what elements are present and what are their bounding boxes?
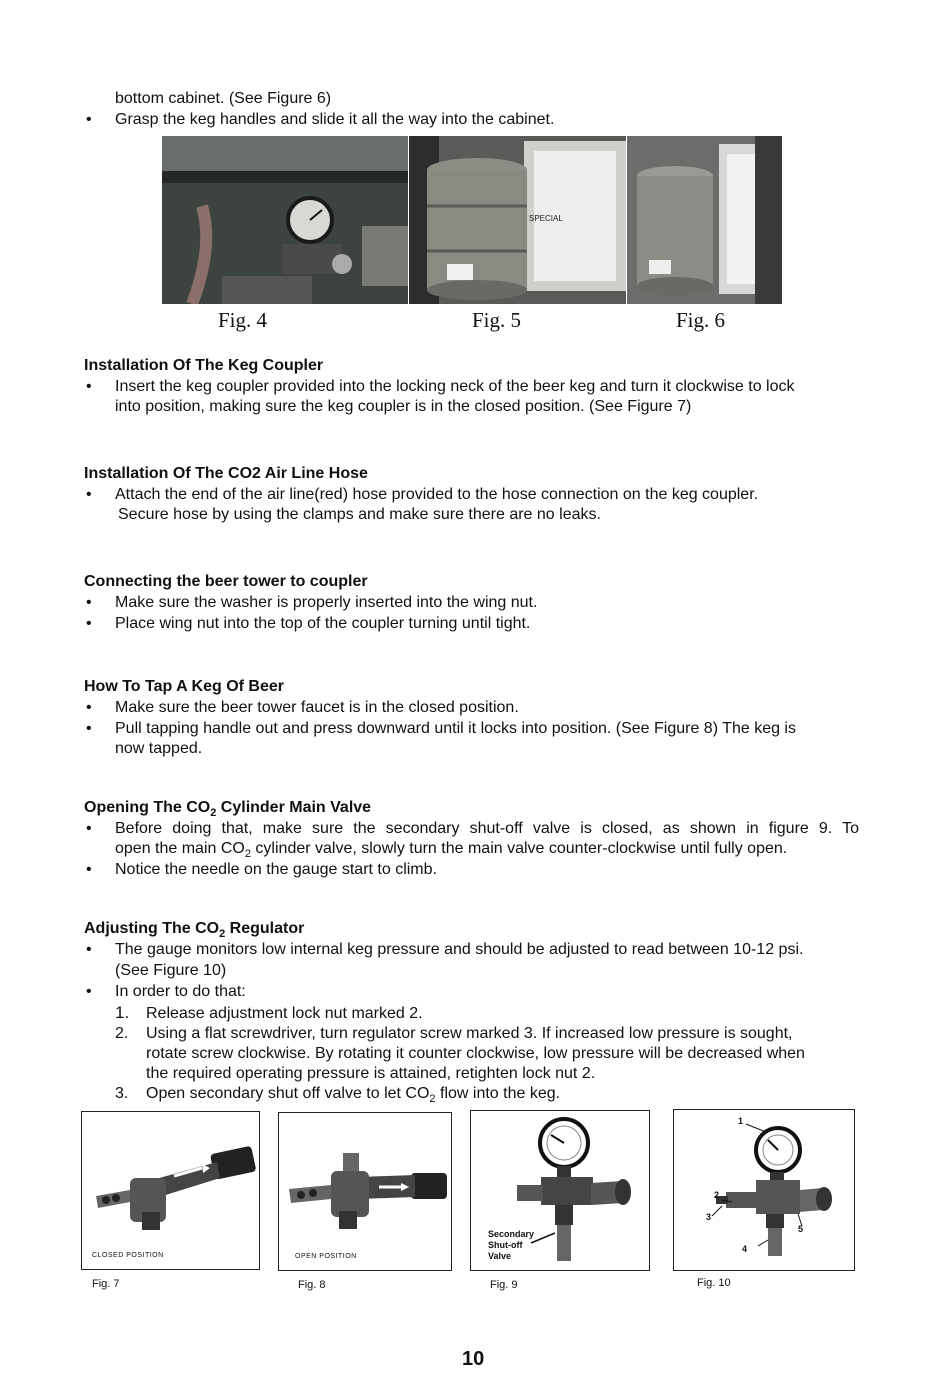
fig-8-label: OPEN POSITION bbox=[295, 1253, 357, 1260]
intro-bullet: Grasp the keg handles and slide it all the way into the cabinet. bbox=[115, 111, 555, 128]
valve-bullet-1-line1: Before doing that, make sure the secondary shut-off valve is closed, as shown in figure 9. To bbox=[115, 820, 859, 837]
fig-9-label-2: Shut-off bbox=[488, 1240, 523, 1250]
fig-7-caption: Fig. 7 bbox=[92, 1278, 120, 1290]
valve-heading-part: Cylinder Main Valve bbox=[216, 799, 372, 816]
fig-9-label-1: Secondary bbox=[488, 1229, 535, 1239]
step-1-text: Release adjustment lock nut marked 2. bbox=[146, 1005, 423, 1022]
fig-10-number-1: 1 bbox=[738, 1116, 744, 1126]
regulator-heading-subscript: 2 bbox=[219, 928, 226, 941]
figure-10-regulator-parts bbox=[673, 1109, 855, 1271]
fig-8-caption: Fig. 8 bbox=[298, 1279, 326, 1291]
tap-bullet-2-line1: Pull tapping handle out and press downward until it locks into position. (See Figure 8) The keg is bbox=[115, 720, 796, 737]
intro-line: bottom cabinet. (See Figure 6) bbox=[115, 90, 332, 107]
valve-text-subscript: 2 bbox=[244, 848, 251, 861]
step-number-3: 3. bbox=[115, 1085, 129, 1102]
bullet-dot: • bbox=[86, 983, 92, 1000]
coupler-heading: Installation Of The Keg Coupler bbox=[84, 357, 324, 374]
step-3-subscript: 2 bbox=[429, 1093, 436, 1106]
figure-9-regulator bbox=[470, 1110, 650, 1271]
step-number-1: 1. bbox=[115, 1003, 130, 1022]
fig-5-caption: Fig. 5 bbox=[472, 308, 522, 332]
figure-7-closed-coupler bbox=[81, 1111, 260, 1270]
tower-bullet-2: Place wing nut into the top of the coupler turning until tight. bbox=[115, 615, 531, 632]
keg-print-text: SPECIAL bbox=[529, 214, 563, 223]
tap-bullet-1: Make sure the beer tower faucet is in the closed position. bbox=[115, 699, 519, 716]
bullet-dot: • bbox=[86, 861, 92, 878]
regulator-heading-part: Regulator bbox=[225, 920, 305, 937]
tower-heading: Connecting the beer tower to coupler bbox=[84, 573, 368, 590]
fig-10-caption: Fig. 10 bbox=[697, 1277, 731, 1289]
step-2-line1: Using a flat screwdriver, turn regulator screw marked 3. If increased low pressure is sought, bbox=[146, 1025, 793, 1042]
fig-10-number-5: 5 bbox=[798, 1224, 804, 1234]
co2-hose-heading: Installation Of The CO2 Air Line Hose bbox=[84, 465, 368, 482]
valve-text-part: open the main CO bbox=[115, 840, 245, 857]
step-2-line3: the required operating pressure is attained, retighten lock nut 2. bbox=[146, 1065, 596, 1082]
step-3-part: flow into the keg. bbox=[435, 1085, 561, 1102]
bullet-dot: • bbox=[86, 941, 92, 958]
fig-10-number-3: 3 bbox=[706, 1212, 712, 1222]
co2-hose-bullet-line2: Secure hose by using the clamps and make sure there are no leaks. bbox=[118, 506, 601, 523]
fig-10-number-4: 4 bbox=[742, 1244, 748, 1254]
regulator-bullet-2: In order to do that: bbox=[115, 983, 246, 1000]
regulator-bullet-1-line2: (See Figure 10) bbox=[115, 962, 227, 979]
fig-4-caption: Fig. 4 bbox=[218, 308, 268, 332]
regulator-bullet-1-line1: The gauge monitors low internal keg pressure and should be adjusted to read between 10-12 psi. bbox=[115, 941, 804, 958]
bullet-dot: • bbox=[86, 111, 92, 128]
bullet-dot: • bbox=[86, 615, 92, 632]
figure-6-photo bbox=[627, 136, 782, 304]
coupler-bullet-line2: into position, making sure the keg coupler is in the closed position. (See Figure 7) bbox=[115, 398, 692, 415]
co2-hose-bullet-line1: Attach the end of the air line(red) hose provided to the hose connection on the keg coupler. bbox=[115, 486, 759, 503]
bullet-dot: • bbox=[86, 486, 92, 503]
fig-10-number-2: 2 bbox=[714, 1190, 720, 1200]
step-number-2: 2. bbox=[115, 1025, 129, 1042]
bullet-dot: • bbox=[86, 720, 92, 737]
bullet-dot: • bbox=[86, 378, 92, 395]
bullet-dot: • bbox=[86, 820, 92, 837]
bullet-dot: • bbox=[86, 699, 92, 716]
fig-6-caption: Fig. 6 bbox=[676, 308, 726, 332]
tap-heading: How To Tap A Keg Of Beer bbox=[84, 678, 285, 695]
page-number: 10 bbox=[462, 1348, 485, 1370]
fig-9-label-3: Valve bbox=[488, 1251, 512, 1261]
step-3-text bbox=[146, 1084, 560, 1109]
coupler-bullet-line1: Insert the keg coupler provided into the locking neck of the beer keg and turn it clockwise to lock bbox=[115, 378, 795, 395]
bullet-dot: • bbox=[86, 594, 92, 611]
figure-5-photo bbox=[409, 136, 626, 304]
valve-bullet-2: Notice the needle on the gauge start to climb. bbox=[115, 861, 437, 878]
regulator-heading-part: Adjusting The CO bbox=[84, 920, 220, 937]
fig-9-caption: Fig. 9 bbox=[490, 1279, 518, 1291]
step-3-part: Open secondary shut off valve to let CO bbox=[146, 1085, 430, 1102]
valve-heading-subscript: 2 bbox=[210, 807, 217, 820]
valve-heading-part: Opening The CO bbox=[84, 799, 211, 816]
step-2-line2: rotate screw clockwise. By rotating it counter clockwise, low pressure will be decreased when bbox=[146, 1045, 805, 1062]
tower-bullet-1: Make sure the washer is properly inserted into the wing nut. bbox=[115, 594, 538, 611]
figure-4-photo bbox=[162, 136, 408, 304]
fig-7-label: CLOSED POSITION bbox=[92, 1252, 164, 1259]
valve-text-part: cylinder valve, slowly turn the main valve counter-clockwise until fully open. bbox=[250, 840, 788, 857]
tap-bullet-2-line2: now tapped. bbox=[115, 740, 203, 757]
figure-8-open-coupler bbox=[278, 1112, 452, 1271]
